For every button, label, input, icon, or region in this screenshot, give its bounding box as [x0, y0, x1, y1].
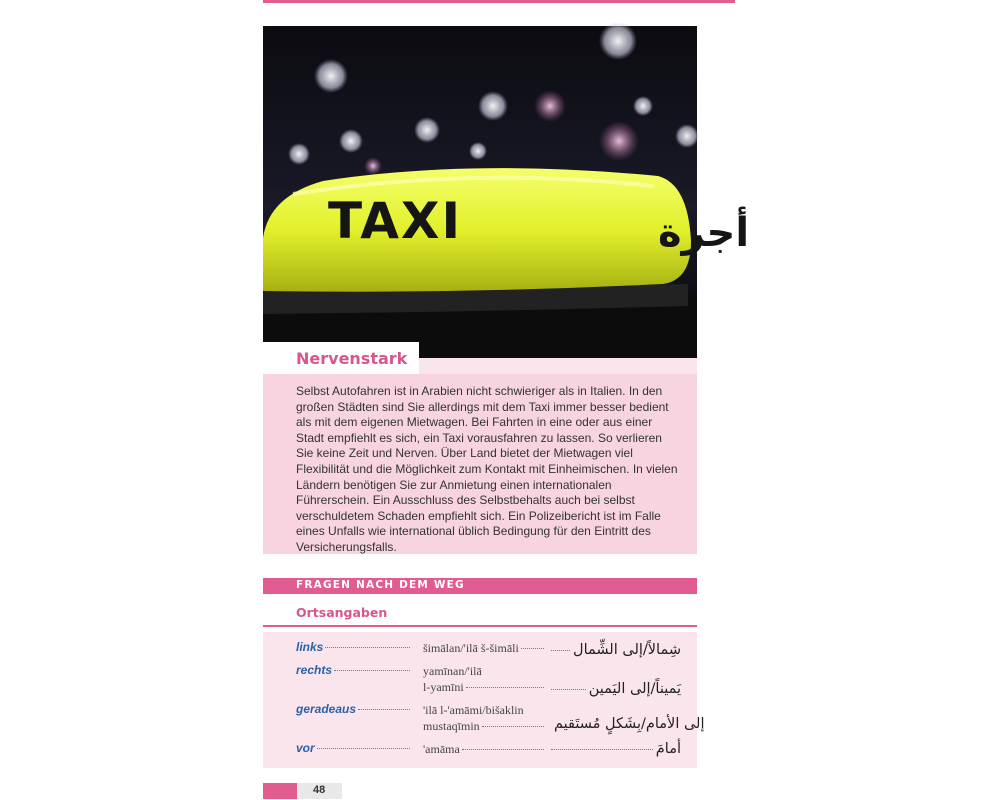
- vocab-transliteration: šimālan/'ilā š-šimāli: [423, 640, 544, 656]
- vocab-term: geradeaus: [296, 702, 410, 716]
- info-box-title: Nervenstark: [296, 349, 408, 368]
- info-box-title-tab: [263, 342, 419, 374]
- vocab-table: [263, 632, 705, 768]
- section-title: FRAGEN NACH DEM WEG: [296, 579, 465, 591]
- top-rule: [263, 0, 735, 3]
- page-number: 48: [313, 784, 326, 796]
- vocab-arabic: يَميناً/إلى اليَمين: [551, 681, 681, 697]
- vocab-arabic: إلى الأمام/بِشَكلٍ مُستَقيم: [554, 716, 705, 732]
- vocab-term: links: [296, 640, 410, 654]
- footer-tab: [263, 783, 297, 799]
- taxi-sign-arabic: أجرة: [658, 210, 750, 256]
- vocab-transliteration: 'amāma: [423, 741, 544, 757]
- vocab-term: vor: [296, 741, 410, 755]
- vocab-arabic: شِمالاً/إلى الشِّمال: [551, 642, 681, 658]
- taxi-sign-text: TAXI: [328, 192, 463, 250]
- vocab-arabic: أمامَ: [551, 741, 681, 757]
- vocab-transliteration: yamīnan/'ilā l-yamīni: [423, 663, 544, 695]
- subtitle-rule: [263, 625, 697, 627]
- vocab-term: rechts: [296, 663, 410, 677]
- section-subtitle: Ortsangaben: [296, 605, 388, 620]
- taxi-photo: [263, 26, 750, 358]
- info-box-text: Selbst Autofahren ist in Arabien nicht schwieriger als in Italien. In den großen Städten sind Sie allerdings mit dem Taxi immer besser bedient als mit dem eigenen Mietwagen. Bei Fahrten in eine oder aus einer Stadt empfiehlt es sich, ein Taxi vorausfahren zu lassen. So verlieren Sie keine Zeit und Nerven. Über Land bietet der Mietwagen viel Flexibilität und die Möglichkeit zum Kontakt mit Einheimischen. In vielen Ländern benötigen Sie zur Anmietung einen internationalen Führerschein. Ein Ausschluss des Selbstbehalts auch bei selbst verschuldetem Schaden empfiehlt sich. Ein Polizeibericht ist im Falle eines Unfalls wie international üblich Bedingung für den Eintritt des Versicherungsfalls.: [296, 384, 678, 554]
- vocab-transliteration: 'ilā l-'amāmi/bišaklin mustaqīmin: [423, 702, 544, 734]
- page-number-box: [297, 783, 342, 799]
- section-bar: [263, 578, 697, 594]
- info-box: [263, 358, 697, 554]
- info-box-strip: [419, 358, 697, 374]
